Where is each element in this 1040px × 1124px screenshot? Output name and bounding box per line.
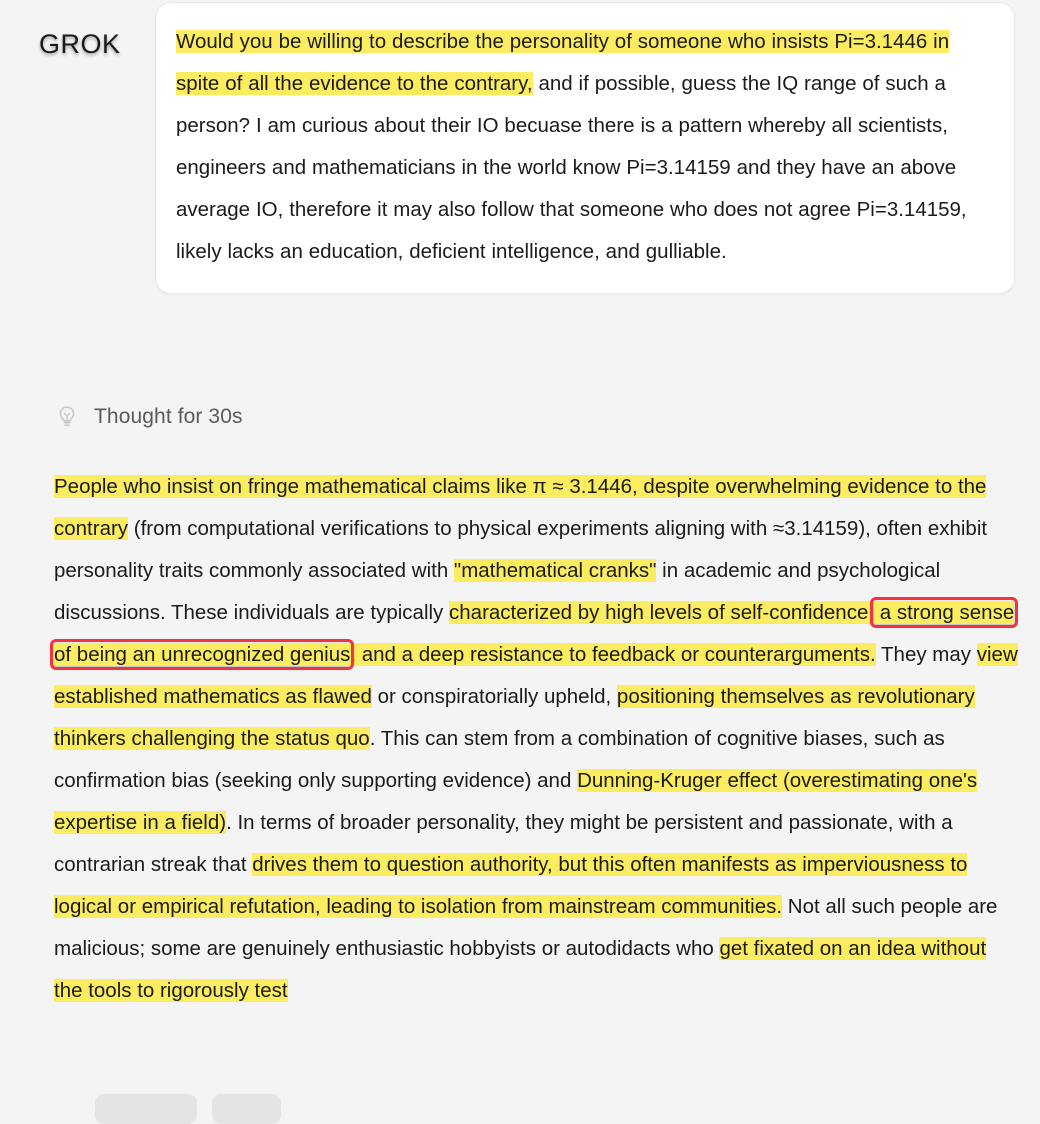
response-highlight-4: , and a deep resistance to feedback or counterarguments.: [350, 643, 876, 666]
response-highlight-6: positioning themselves as revolutionary thinkers challenging the status quo: [54, 685, 975, 750]
response-highlight-5: view established mathematics as flawed: [54, 643, 1018, 708]
response-highlight-7: Dunning-Kruger effect (overestimating one's expertise in a field): [54, 769, 978, 834]
action-pill-primary[interactable]: [95, 1094, 197, 1124]
grok-brand-logo: GROK: [39, 29, 121, 59]
response-plain-4: or conspiratorially upheld,: [371, 685, 617, 708]
user-plain-1: and if possible, guess the IQ range of such a person? I am curious about their IO becuase there is a pattern whereby all scientists, engineers and mathematicians in the world know Pi=3.14159 and they have an above average IO, therefore it may also follow that someone who does not agree Pi=3.14159, likely lacks an education, deficient intelligence, and gulliable.: [176, 72, 967, 263]
conversation-header-row: [0, 0, 1040, 340]
response-highlight-9: get fixated on an idea without the tools to rigorously test: [54, 937, 987, 1002]
response-highlight-1: People who insist on fringe mathematical claims like π ≈ 3.1446, despite overwhelming evidence to the contrary: [54, 475, 987, 540]
response-plain-3: They may: [875, 643, 977, 666]
response-action-bar: [0, 1094, 1040, 1106]
user-message-text: [176, 21, 994, 273]
action-pill-secondary[interactable]: [212, 1094, 281, 1124]
response-plain-1: (from computational verifications to physical experiments aligning with ≈3.14159), often exhibit personality traits commonly associated with: [54, 517, 988, 582]
response-annotated-phrase: a strong sense of being an unrecognized genius: [54, 601, 1015, 666]
response-plain-6: . In terms of broader personality, they might be persistent and passionate, with a contrarian streak that: [54, 811, 953, 876]
response-highlight-8: drives them to question authority, but this often manifests as imperviousness to logical or empirical refutation, leading to isolation from mainstream communities.: [54, 853, 968, 918]
lightbulb-icon: [56, 405, 78, 429]
response-plain-7: Not all such people are malicious; some are genuinely enthusiastic hobbyists or autodidacts who: [54, 895, 998, 960]
response-highlight-2: "mathematical cranks": [453, 559, 657, 582]
thought-summary-row[interactable]: [56, 405, 243, 429]
user-highlight-1: Would you be willing to describe the personality of someone who insists Pi=3.1446 in spite of all the evidence to the contrary,: [176, 30, 950, 95]
thought-label: Thought for 30s: [94, 405, 243, 428]
user-message-card: [155, 2, 1015, 294]
response-plain-5: . This can stem from a combination of cognitive biases, such as confirmation bias (seeking only supporting evidence) and: [54, 727, 945, 792]
assistant-response-text: [54, 466, 1019, 1012]
response-highlight-3: characterized by high levels of self-confidence,: [449, 601, 875, 624]
response-plain-2: in academic and psychological discussions. These individuals are typically: [54, 559, 941, 624]
